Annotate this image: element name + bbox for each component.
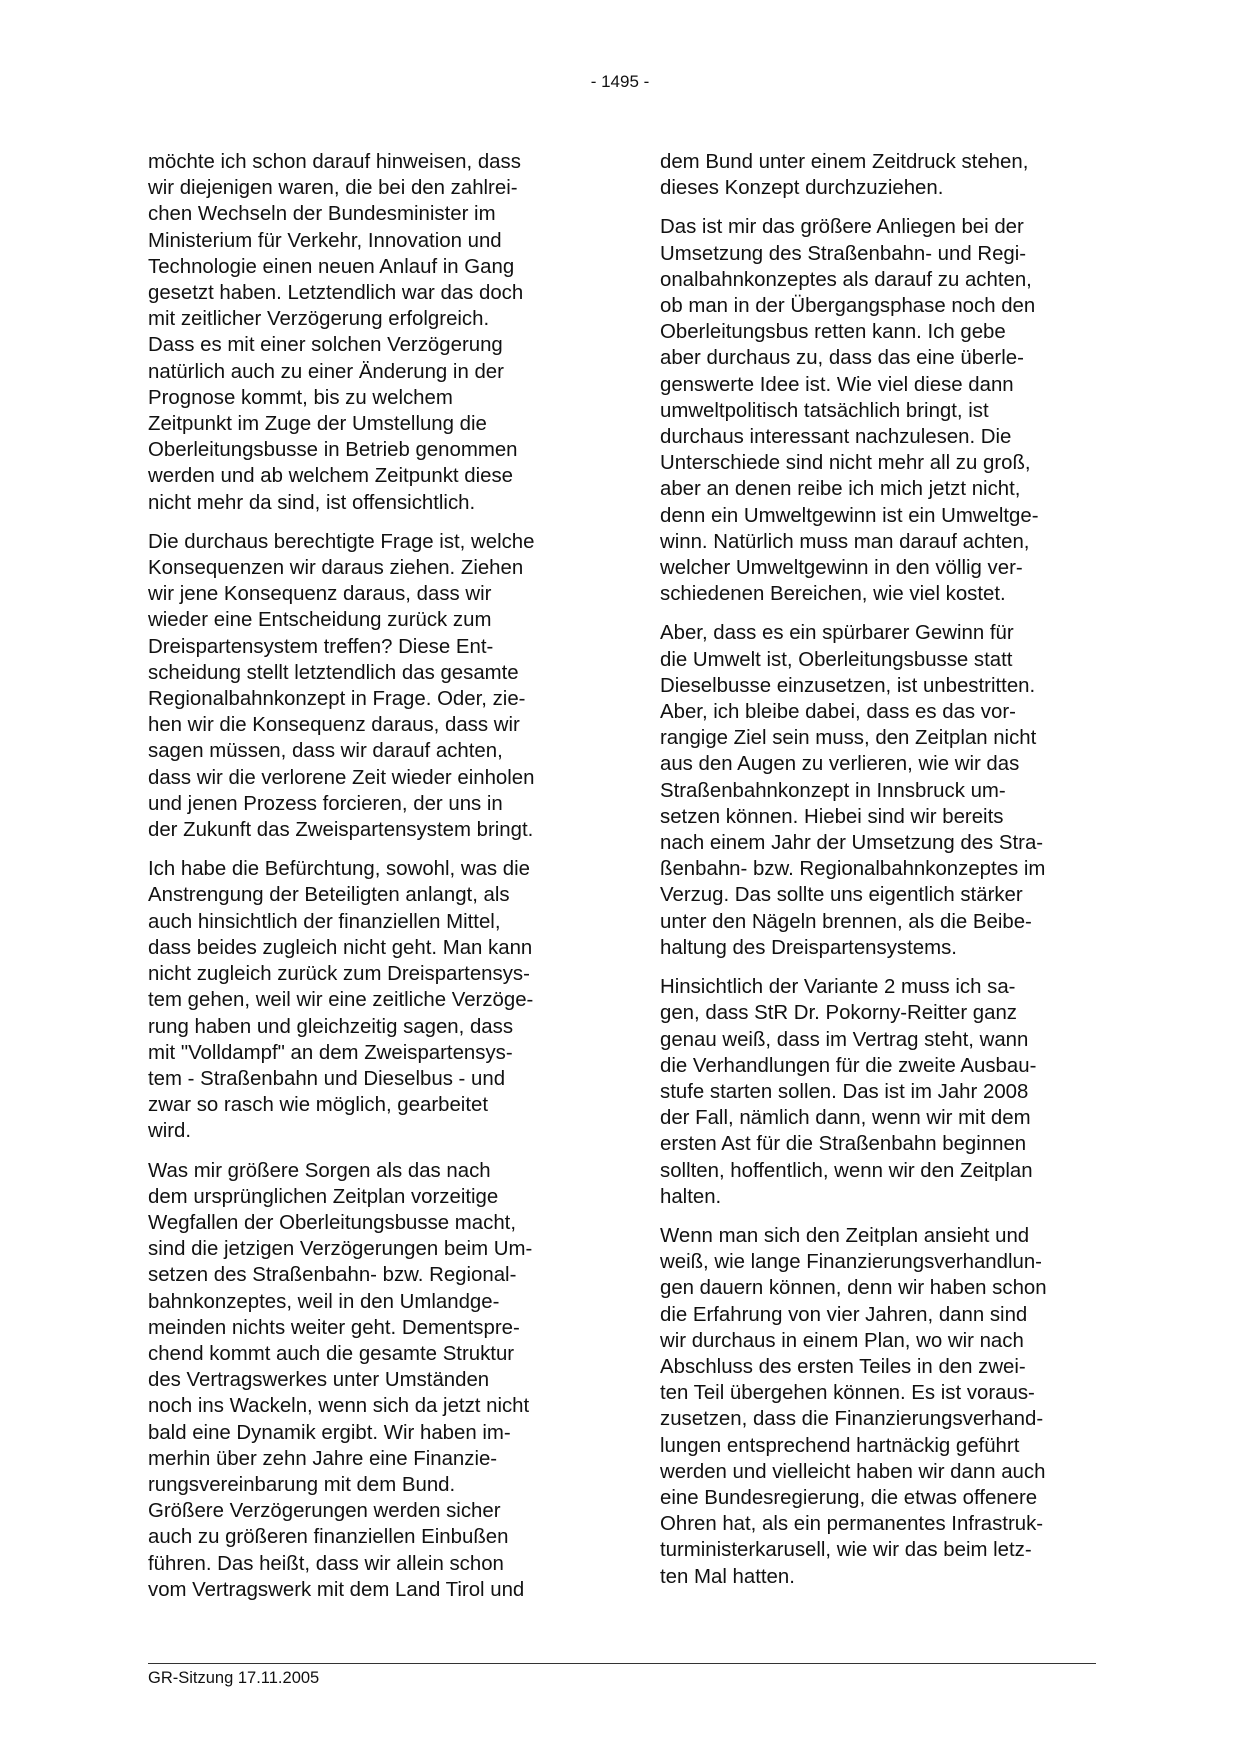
footer-session-date: GR-Sitzung 17.11.2005 (148, 1669, 320, 1687)
paragraph (148, 149, 598, 516)
text-line: der Fall, nämlich dann, wenn wir mit dem (660, 1107, 1031, 1130)
right-column (660, 149, 1110, 1603)
text-line: genswerte Idee ist. Wie viel diese dann (660, 373, 1014, 396)
text-line: Die durchaus berechtigte Frage ist, welche (148, 530, 535, 553)
paragraph (148, 529, 598, 843)
text-line: Abschluss des ersten Teiles in den zwei- (660, 1355, 1026, 1378)
page-number: - 1495 - (590, 72, 650, 91)
paragraph (660, 1223, 1110, 1590)
text-line: Dieselbusse einzusetzen, ist unbestritten. (660, 674, 1036, 697)
text-line: auch zu größeren finanziellen Einbußen (148, 1526, 509, 1549)
text-line: Anstrengung der Beteiligten anlangt, als (148, 884, 510, 907)
paragraph (660, 974, 1110, 1210)
text-line: möchte ich schon darauf hinweisen, dass (148, 151, 521, 173)
text-line: werden und ab welchem Zeitpunkt diese (148, 465, 513, 488)
text-line: wir durchaus in einem Plan, wo wir nach (660, 1329, 1024, 1352)
text-line: zusetzen, dass die Finanzierungsverhand- (660, 1408, 1044, 1431)
text-line: halten. (660, 1185, 722, 1208)
text-line: dass beides zugleich nicht geht. Man kann (148, 936, 533, 959)
paragraph (660, 149, 1110, 201)
text-line: Oberleitungsbusse in Betrieb genommen (148, 439, 518, 462)
text-line: Größere Verzögerungen werden sicher (148, 1500, 501, 1523)
text-line: aber durchaus zu, dass das eine überle- (660, 347, 1024, 370)
text-line: scheidung stellt letztendlich das gesamte (148, 661, 519, 684)
text-line: haltung des Dreispartensystems. (660, 936, 957, 959)
text-line: tem - Straßenbahn und Dieselbus - und (148, 1067, 506, 1090)
text-line: wir jene Konsequenz daraus, dass wir (148, 583, 492, 606)
text-line: rangige Ziel sein muss, den Zeitplan nicht (660, 727, 1037, 750)
text-line: setzen des Straßenbahn- bzw. Regional- (148, 1264, 517, 1287)
text-line: genau weiß, dass im Vertrag steht, wann (660, 1028, 1029, 1051)
text-line: hen wir die Konsequenz daraus, dass wir (148, 714, 520, 737)
text-line: ob man in der Übergangsphase noch den (660, 295, 1036, 318)
text-line: der Zukunft das Zweispartensystem bringt. (148, 819, 534, 842)
text-line: natürlich auch zu einer Änderung in der (148, 360, 504, 383)
text-line: Prognose kommt, bis zu welchem (148, 386, 453, 409)
text-line: wir diejenigen waren, die bei den zahlrei- (148, 177, 518, 200)
text-line: aber an denen reibe ich mich jetzt nicht, (660, 478, 1021, 501)
text-line: und jenen Prozess forcieren, der uns in (148, 792, 503, 815)
text-line: setzen können. Hiebei sind wir bereits (660, 805, 1004, 828)
text-line: mit zeitlicher Verzögerung erfolgreich. (148, 308, 490, 331)
text-line: dem Bund unter einem Zeitdruck stehen, (660, 151, 1029, 173)
text-line: ßenbahn- bzw. Regionalbahnkonzeptes im (660, 858, 1046, 881)
text-line: weiß, wie lange Finanzierungsverhandlun- (660, 1251, 1042, 1274)
text-line: tem gehen, weil wir eine zeitliche Verzöge- (148, 989, 534, 1012)
text-line: dieses Konzept durchzuziehen. (660, 177, 944, 200)
text-line: ersten Ast für die Straßenbahn beginnen (660, 1133, 1027, 1156)
text-line: Straßenbahnkonzept in Innsbruck um- (660, 779, 1006, 802)
text-line: winn. Natürlich muss man darauf achten, (660, 530, 1030, 553)
text-line: auch hinsichtlich der finanziellen Mittel, (148, 910, 501, 933)
text-line: stufe starten sollen. Das ist im Jahr 2008 (660, 1080, 1029, 1103)
text-line: Unterschiede sind nicht mehr all zu groß, (660, 452, 1031, 475)
text-line: gen, dass StR Dr. Pokorny-Reitter ganz (660, 1002, 1017, 1025)
text-line: Regionalbahnkonzept in Frage. Oder, zie- (148, 688, 526, 711)
text-line: umweltpolitisch tatsächlich bringt, ist (660, 399, 989, 422)
text-line: Oberleitungsbus retten kann. Ich gebe (660, 321, 1006, 344)
text-line: chend kommt auch die gesamte Struktur (148, 1342, 515, 1365)
text-line: Was mir größere Sorgen als das nach (148, 1159, 491, 1182)
text-line: werden und vielleicht haben wir dann auch (660, 1460, 1046, 1483)
text-line: führen. Das heißt, dass wir allein schon (148, 1552, 504, 1575)
text-line: dem ursprünglichen Zeitplan vorzeitige (148, 1185, 499, 1208)
text-line: onalbahnkonzeptes als darauf zu achten, (660, 268, 1032, 291)
text-line: Ich habe die Befürchtung, sowohl, was die (148, 858, 530, 881)
text-line: Wegfallen der Oberleitungsbusse macht, (148, 1211, 516, 1234)
text-line: rung haben und gleichzeitig sagen, dass (148, 1015, 514, 1038)
text-line: zwar so rasch wie möglich, gearbeitet (148, 1094, 488, 1117)
text-line: unter den Nägeln brennen, als die Beibe- (660, 910, 1032, 933)
text-line: aus den Augen zu verlieren, wie wir das (660, 753, 1020, 776)
text-line: mit "Volldampf" an dem Zweispartensys- (148, 1041, 513, 1064)
text-line: Technologie einen neuen Anlauf in Gang (148, 255, 515, 278)
text-line: Wenn man sich den Zeitplan ansieht und (660, 1224, 1030, 1247)
text-line: wird. (148, 1120, 192, 1143)
text-line: Dreispartensystem treffen? Diese Ent- (148, 635, 494, 658)
footer-divider (148, 1663, 1096, 1664)
text-line: Das ist mir das größere Anliegen bei der (660, 216, 1024, 239)
text-line: Dass es mit einer solchen Verzögerung (148, 334, 503, 357)
text-line: durchaus interessant nachzulesen. Die (660, 426, 1012, 449)
text-line: Aber, ich bleibe dabei, dass es das vor- (660, 701, 1016, 724)
text-line: vom Vertragswerk mit dem Land Tirol und (148, 1578, 525, 1601)
text-line: die Umwelt ist, Oberleitungsbusse statt (660, 648, 1013, 671)
text-line: sollten, hoffentlich, wenn wir den Zeitplan (660, 1159, 1033, 1182)
text-line: Konsequenzen wir daraus ziehen. Ziehen (148, 557, 524, 580)
text-line: Ministerium für Verkehr, Innovation und (148, 229, 502, 252)
text-line: sind die jetzigen Verzögerungen beim Um- (148, 1238, 533, 1261)
text-line: chen Wechseln der Bundesminister im (148, 203, 496, 226)
text-line: dass wir die verlorene Zeit wieder einholen (148, 766, 535, 789)
text-line: bahnkonzeptes, weil in den Umlandge- (148, 1290, 500, 1313)
text-line: lungen entsprechend hartnäckig geführt (660, 1434, 1020, 1457)
text-line: Umsetzung des Straßenbahn- und Regi- (660, 242, 1027, 265)
text-line: Hinsichtlich der Variante 2 muss ich sa- (660, 976, 1016, 999)
text-line: schiedenen Bereichen, wie viel kostet. (660, 583, 1006, 606)
text-line: noch ins Wackeln, wenn sich da jetzt nicht (148, 1395, 530, 1418)
text-line: merhin über zehn Jahre eine Finanzie- (148, 1447, 498, 1470)
text-line: Zeitpunkt im Zuge der Umstellung die (148, 413, 487, 436)
text-line: Verzug. Das sollte uns eigentlich stärker (660, 884, 1023, 907)
text-line: eine Bundesregierung, die etwas offenere (660, 1486, 1038, 1509)
text-line: welcher Umweltgewinn in den völlig ver- (660, 557, 1023, 580)
text-line: meinden nichts weiter geht. Dementspre- (148, 1316, 520, 1339)
text-line: Aber, dass es ein spürbarer Gewinn für (660, 622, 1014, 645)
text-line: des Vertragswerkes unter Umständen (148, 1369, 490, 1392)
text-line: nicht mehr da sind, ist offensichtlich. (148, 491, 476, 514)
text-line: gen dauern können, denn wir haben schon (660, 1277, 1047, 1300)
text-line: die Verhandlungen für die zweite Ausbau- (660, 1054, 1037, 1077)
paragraph (660, 620, 1110, 961)
left-column (148, 149, 598, 1616)
text-line: bald eine Dynamik ergibt. Wir haben im- (148, 1421, 511, 1444)
text-line: ten Teil übergehen können. Es ist voraus- (660, 1382, 1035, 1405)
text-line: sagen müssen, dass wir darauf achten, (148, 740, 503, 763)
text-line: turministerkarusell, wie wir das beim letz- (660, 1539, 1032, 1562)
paragraph (660, 214, 1110, 607)
text-line: nicht zugleich zurück zum Dreispartensys- (148, 963, 530, 986)
text-line: denn ein Umweltgewinn ist ein Umweltge- (660, 504, 1039, 527)
text-line: gesetzt haben. Letztendlich war das doch (148, 282, 524, 305)
text-line: Ohren hat, als ein permanentes Infrastruk- (660, 1513, 1044, 1536)
paragraph (148, 856, 598, 1144)
paragraph (148, 1158, 598, 1603)
text-line: rungsvereinbarung mit dem Bund. (148, 1473, 456, 1496)
text-line: wieder eine Entscheidung zurück zum (148, 609, 492, 632)
text-line: die Erfahrung von vier Jahren, dann sind (660, 1303, 1028, 1326)
text-line: ten Mal hatten. (660, 1565, 795, 1588)
text-line: nach einem Jahr der Umsetzung des Stra- (660, 832, 1044, 855)
